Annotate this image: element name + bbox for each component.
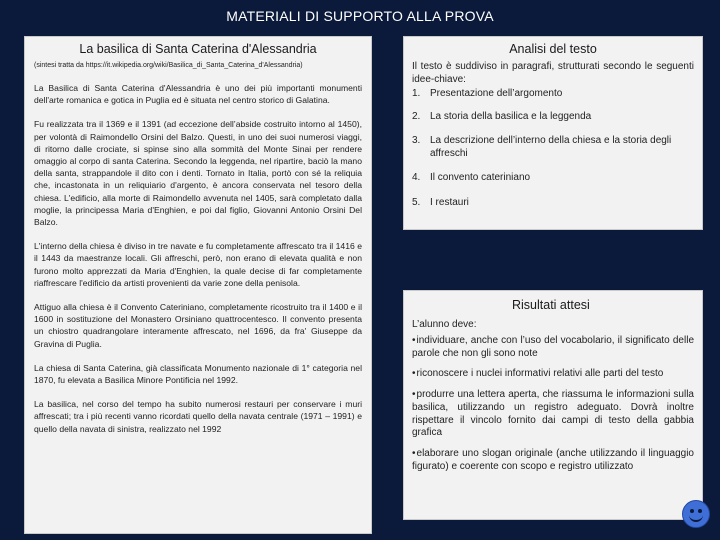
- paragraph-6: La basilica, nel corso del tempo ha subito numerosi restauri per conservare i muri affrescati; tra i più recenti vanno ricordati quello della navata centrale (1971 – 1991) e quello della navata di sinistra, realizzato nel 1992: [34, 399, 362, 434]
- analysis-item-text: Presentazione dell’argomento: [430, 88, 563, 99]
- results-list: [412, 335, 694, 473]
- result-item-text: elaborare uno slogan originale (anche utilizzando il linguaggio figurato) e coerente con scopo e registro utilizzato: [412, 447, 694, 472]
- result-item: [412, 368, 694, 381]
- result-item: [412, 389, 694, 440]
- student-label: L’alunno deve:: [412, 319, 477, 330]
- paragraph-2: Fu realizzata tra il 1369 e il 1391 (ad eccezione dell’abside costruito intorno al 1450), per volontà di Raimondello Orsini del Balzo. Questi, in uno dei suoi numerosi viaggi, di ritorno dalle crociate, si spinse sino alla sommità del Monte Sinai per rendere omaggio al corpo di santa Caterina. Secondo la leggenda, nel ripartire, baciò la mano della santa, strappandole il dito con i denti. Tornato in Italia, portò con sé la reliquia che, incastonata in un reliquiario d'argento, è ancora conservata nel tesoro della chiesa. L'edificio, alla morte di Raimondello avvenuta nel 1405, sarà completato dalla moglie, la principessa Maria d'Enghien, e poi dal figlio, Giovanni Antonio Orsini Del Balzo.: [34, 119, 362, 228]
- analysis-item-text: La storia della basilica e la leggenda: [430, 110, 592, 122]
- analysis-item-number: 3.: [412, 135, 421, 146]
- analysis-intro: Il testo è suddiviso in paragrafi, strutturati secondo le seguenti idee-chiave:: [412, 61, 694, 85]
- bullet-icon: •: [412, 368, 416, 380]
- paragraph-1: La Basilica di Santa Caterina d'Alessandria è uno dei più importanti monumenti dell'arte romanica e gotica in Puglia ed è situata nel centro storico di Galatina.: [34, 83, 362, 106]
- page-title: MATERIALI DI SUPPORTO ALLA PROVA: [226, 8, 494, 24]
- analysis-item-number: 2.: [412, 110, 421, 122]
- analysis-item: [412, 197, 694, 210]
- paragraph-4: Attiguo alla chiesa è il Convento Cateriniano, completamente ricostruito tra il 1400 e il 1600 in sostituzione del Monastero Orsiniano quattrocentesco. Il convento presenta un chiostro quadrangolare interamente affrescato, nel 1696, da fra' Giuseppe da Gravina di Puglia.: [34, 302, 362, 349]
- smiley-face-icon[interactable]: [682, 500, 710, 528]
- analysis-item: [412, 135, 694, 160]
- result-item: [412, 335, 694, 360]
- results-header: [412, 295, 694, 335]
- analysis-item-number: 1.: [412, 88, 421, 99]
- expected-results-panel: [403, 290, 703, 520]
- result-item: [412, 448, 694, 473]
- results-title: Risultati attesi: [512, 298, 590, 312]
- analysis-title: Analisi del testo: [509, 42, 597, 56]
- analysis-item-number: 5.: [412, 196, 421, 208]
- analysis-item-text: I restauri: [430, 196, 469, 208]
- paragraph-3: L'interno della chiesa è diviso in tre navate e fu completamente affrescato tra il 1416 e il 1443 da maestranze locali. Gli affreschi, però, non erano di elevata qualità e non furono molto apprezzati da Maria d'Enghien, la quale decise di far completamente riaffrescare l'edificio da artisti provenienti da varie zone della penisola.: [34, 241, 362, 288]
- analysis-item-number: 4.: [412, 172, 421, 183]
- bullet-icon: •: [412, 447, 416, 459]
- analysis-item: [412, 172, 694, 185]
- analysis-list: [412, 88, 694, 209]
- source-note: (sintesi tratta da https://it.wikipedia.org/wiki/Basilica_di_Santa_Caterina_d'Alessandria): [34, 62, 303, 69]
- smiley-mouth: [689, 513, 703, 522]
- bullet-icon: •: [412, 389, 416, 401]
- result-item-text: produrre una lettera aperta, che riassuma le informazioni sulla basilica, utilizzando un registro adeguato. Dovrà inoltre rispettare il vincolo fornito dai campi di testo della gabbia grafica: [412, 389, 694, 439]
- analysis-panel: [403, 36, 703, 230]
- result-item-text: individuare, anche con l’uso del vocabolario, il significato delle parole che non gli sono note: [412, 335, 694, 359]
- result-item-text: riconoscere i nuclei informativi relativi alle parti del testo: [416, 368, 664, 380]
- text-title: La basilica di Santa Caterina d'Alessandria: [79, 42, 317, 56]
- analysis-item-text: La descrizione dell’interno della chiesa e la storia degli affreschi: [430, 135, 672, 159]
- bullet-icon: •: [412, 335, 416, 346]
- analysis-item: [412, 111, 694, 124]
- text-panel-basilica: [24, 36, 372, 534]
- analysis-item: [412, 88, 694, 101]
- analysis-item-text: Il convento cateriniano: [430, 172, 531, 183]
- paragraph-5: La chiesa di Santa Caterina, già classificata Monumento nazionale di 1° categoria nel 1870, fu elevata a Basilica Minore Pontificia nel 1992.: [34, 362, 362, 386]
